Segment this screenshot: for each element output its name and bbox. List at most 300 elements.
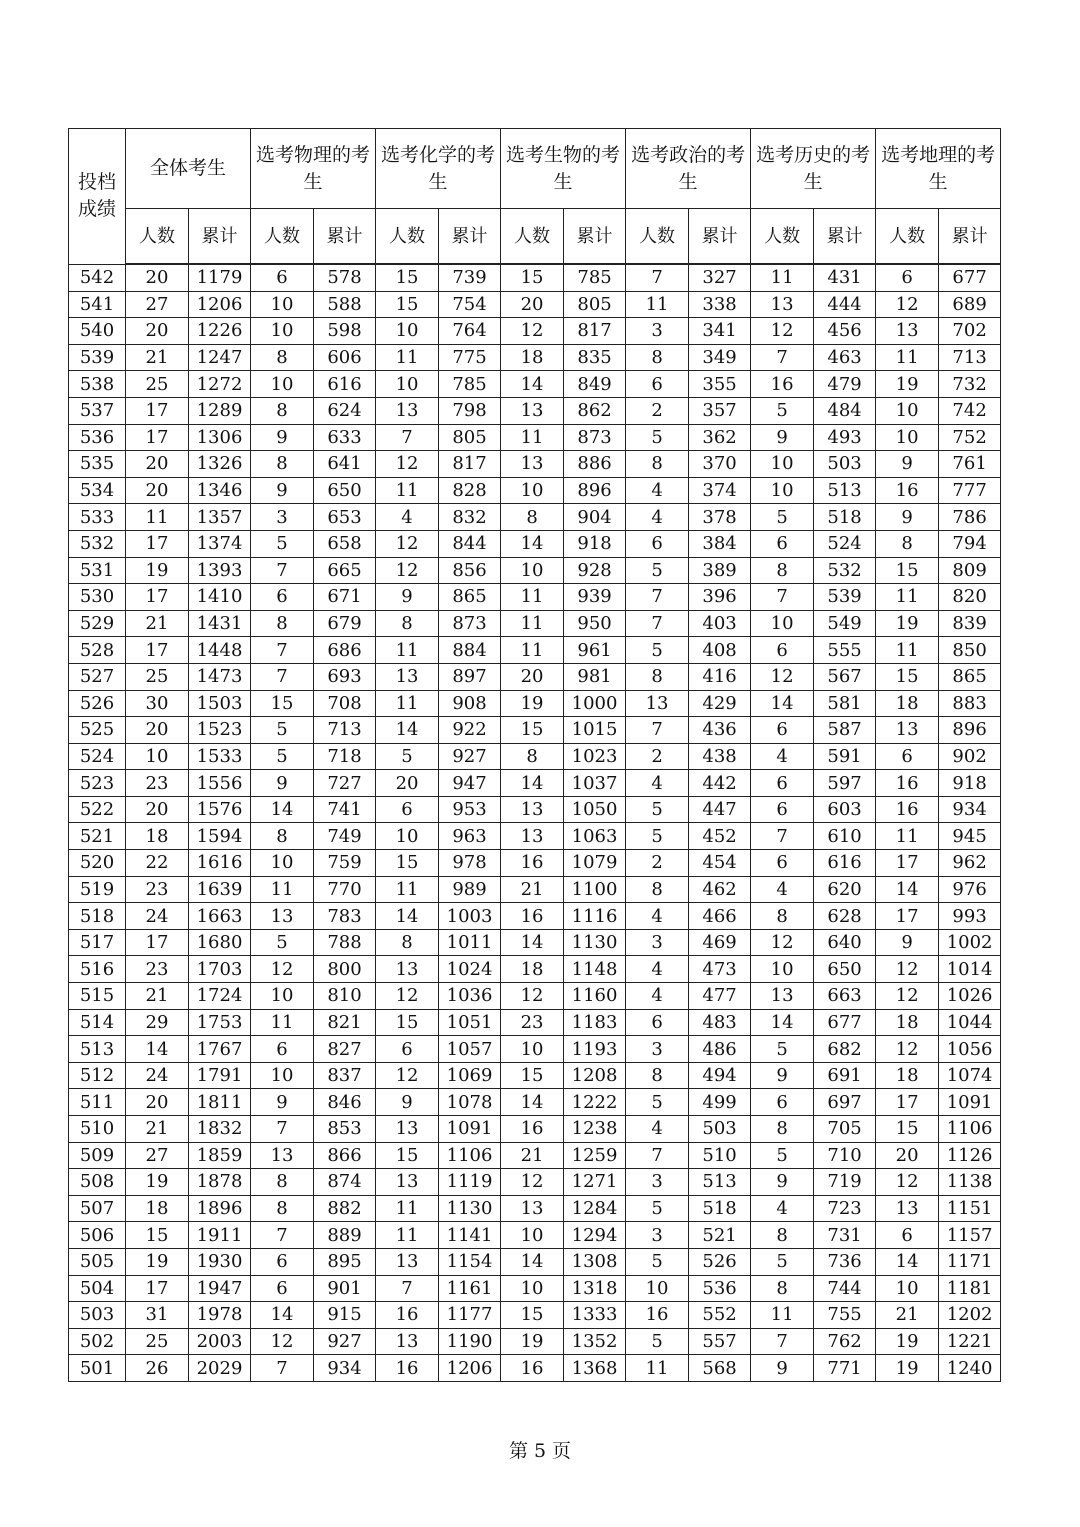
cumulative-cell: 922: [439, 717, 501, 744]
table-row: [69, 424, 1001, 451]
cumulative-cell: 873: [439, 610, 501, 637]
cumulative-cell: 693: [314, 663, 376, 690]
cumulative-cell: 1078: [439, 1089, 501, 1116]
count-cell: 10: [126, 743, 189, 770]
count-cell: 5: [626, 1089, 689, 1116]
cumulative-cell: 713: [314, 717, 376, 744]
cumulative-cell: 378: [689, 504, 751, 531]
cumulative-cell: 896: [939, 717, 1001, 744]
count-cell: 11: [876, 637, 939, 664]
sub-header-cumulative: 累计: [314, 209, 376, 265]
cumulative-cell: 479: [814, 371, 876, 398]
cumulative-cell: 759: [314, 850, 376, 877]
count-cell: 18: [876, 1009, 939, 1036]
score-cell: 515: [69, 983, 126, 1010]
cumulative-cell: 918: [939, 770, 1001, 797]
count-cell: 15: [376, 850, 439, 877]
cumulative-cell: 810: [314, 983, 376, 1010]
score-cell: 513: [69, 1036, 126, 1063]
cumulative-cell: 713: [939, 344, 1001, 371]
count-cell: 8: [876, 530, 939, 557]
count-cell: 9: [751, 1169, 814, 1196]
count-cell: 15: [501, 264, 564, 291]
cumulative-cell: 587: [814, 717, 876, 744]
count-cell: 14: [501, 530, 564, 557]
cumulative-cell: 1811: [189, 1089, 251, 1116]
count-cell: 10: [876, 1275, 939, 1302]
cumulative-cell: 679: [314, 610, 376, 637]
table-row: [69, 929, 1001, 956]
cumulative-cell: 749: [314, 823, 376, 850]
count-cell: 25: [126, 371, 189, 398]
count-cell: 14: [501, 1089, 564, 1116]
count-cell: 11: [376, 477, 439, 504]
count-cell: 23: [126, 956, 189, 983]
count-cell: 4: [751, 1195, 814, 1222]
count-cell: 11: [751, 264, 814, 291]
cumulative-cell: 961: [564, 637, 626, 664]
cumulative-cell: 620: [814, 876, 876, 903]
count-cell: 3: [626, 1036, 689, 1063]
count-cell: 17: [126, 424, 189, 451]
count-cell: 18: [876, 690, 939, 717]
count-cell: 14: [376, 903, 439, 930]
count-cell: 10: [376, 371, 439, 398]
cumulative-cell: 1126: [939, 1142, 1001, 1169]
count-cell: 6: [251, 1275, 314, 1302]
count-cell: 4: [626, 983, 689, 1010]
group-header-all: 全体考生: [126, 129, 251, 209]
score-cell: 502: [69, 1328, 126, 1355]
cumulative-cell: 403: [689, 610, 751, 637]
cumulative-cell: 1767: [189, 1036, 251, 1063]
table-row: [69, 1275, 1001, 1302]
cumulative-cell: 616: [814, 850, 876, 877]
cumulative-cell: 536: [689, 1275, 751, 1302]
count-cell: 20: [501, 291, 564, 318]
cumulative-cell: 682: [814, 1036, 876, 1063]
cumulative-cell: 927: [439, 743, 501, 770]
count-cell: 16: [626, 1302, 689, 1329]
count-cell: 16: [876, 796, 939, 823]
cumulative-cell: 663: [814, 983, 876, 1010]
count-cell: 25: [126, 1328, 189, 1355]
count-cell: 18: [126, 1195, 189, 1222]
count-cell: 12: [251, 1328, 314, 1355]
cumulative-cell: 641: [314, 451, 376, 478]
count-cell: 20: [126, 717, 189, 744]
count-cell: 8: [626, 344, 689, 371]
cumulative-cell: 1221: [939, 1328, 1001, 1355]
count-cell: 8: [751, 1222, 814, 1249]
table-row: [69, 717, 1001, 744]
cumulative-cell: 1289: [189, 397, 251, 424]
cumulative-cell: 610: [814, 823, 876, 850]
table-row: [69, 1142, 1001, 1169]
count-cell: 10: [501, 557, 564, 584]
cumulative-cell: 798: [439, 397, 501, 424]
sub-header-count: 人数: [126, 209, 189, 265]
count-cell: 6: [376, 1036, 439, 1063]
cumulative-cell: 708: [314, 690, 376, 717]
cumulative-cell: 1050: [564, 796, 626, 823]
cumulative-cell: 1206: [189, 291, 251, 318]
cumulative-cell: 603: [814, 796, 876, 823]
cumulative-cell: 1594: [189, 823, 251, 850]
count-cell: 12: [376, 530, 439, 557]
count-cell: 14: [501, 1248, 564, 1275]
cumulative-cell: 835: [564, 344, 626, 371]
count-cell: 13: [376, 663, 439, 690]
cumulative-cell: 442: [689, 770, 751, 797]
cumulative-cell: 1523: [189, 717, 251, 744]
count-cell: 16: [876, 477, 939, 504]
cumulative-cell: 736: [814, 1248, 876, 1275]
cumulative-cell: 493: [814, 424, 876, 451]
count-cell: 11: [751, 1302, 814, 1329]
count-cell: 14: [501, 929, 564, 956]
cumulative-cell: 828: [439, 477, 501, 504]
cumulative-cell: 1181: [939, 1275, 1001, 1302]
cumulative-cell: 526: [689, 1248, 751, 1275]
cumulative-cell: 539: [814, 584, 876, 611]
count-cell: 8: [251, 1195, 314, 1222]
cumulative-cell: 1138: [939, 1169, 1001, 1196]
table-row: [69, 1328, 1001, 1355]
count-cell: 20: [126, 264, 189, 291]
score-cell: 542: [69, 264, 126, 291]
count-cell: 5: [751, 1248, 814, 1275]
cumulative-cell: 588: [314, 291, 376, 318]
count-cell: 9: [751, 1355, 814, 1382]
cumulative-cell: 1151: [939, 1195, 1001, 1222]
cumulative-cell: 882: [314, 1195, 376, 1222]
cumulative-cell: 598: [314, 318, 376, 345]
cumulative-cell: 770: [314, 876, 376, 903]
count-cell: 7: [626, 610, 689, 637]
cumulative-cell: 934: [314, 1355, 376, 1382]
count-cell: 6: [876, 264, 939, 291]
cumulative-cell: 1190: [439, 1328, 501, 1355]
cumulative-cell: 865: [939, 663, 1001, 690]
count-cell: 15: [876, 663, 939, 690]
score-cell: 523: [69, 770, 126, 797]
count-cell: 7: [251, 637, 314, 664]
cumulative-cell: 853: [314, 1116, 376, 1143]
cumulative-cell: 1346: [189, 477, 251, 504]
cumulative-cell: 783: [314, 903, 376, 930]
count-cell: 20: [126, 318, 189, 345]
cumulative-cell: 1222: [564, 1089, 626, 1116]
table-row: [69, 770, 1001, 797]
cumulative-cell: 1074: [939, 1062, 1001, 1089]
count-cell: 21: [126, 1116, 189, 1143]
count-cell: 14: [501, 770, 564, 797]
table-row: [69, 1222, 1001, 1249]
cumulative-cell: 597: [814, 770, 876, 797]
count-cell: 4: [626, 903, 689, 930]
score-cell: 531: [69, 557, 126, 584]
cumulative-cell: 1318: [564, 1275, 626, 1302]
table-row: [69, 1062, 1001, 1089]
cumulative-cell: 357: [689, 397, 751, 424]
count-cell: 13: [751, 983, 814, 1010]
cumulative-cell: 1069: [439, 1062, 501, 1089]
score-cell: 535: [69, 451, 126, 478]
count-cell: 2: [626, 397, 689, 424]
cumulative-cell: 1091: [939, 1089, 1001, 1116]
count-cell: 5: [626, 796, 689, 823]
score-cell: 534: [69, 477, 126, 504]
cumulative-cell: 1026: [939, 983, 1001, 1010]
count-cell: 13: [751, 291, 814, 318]
cumulative-cell: 702: [939, 318, 1001, 345]
count-cell: 7: [751, 584, 814, 611]
cumulative-cell: 1473: [189, 663, 251, 690]
count-cell: 11: [626, 291, 689, 318]
cumulative-cell: 883: [939, 690, 1001, 717]
count-cell: 16: [501, 1355, 564, 1382]
cumulative-cell: 1157: [939, 1222, 1001, 1249]
cumulative-cell: 1878: [189, 1169, 251, 1196]
count-cell: 13: [376, 1116, 439, 1143]
count-cell: 7: [626, 584, 689, 611]
cumulative-cell: 1011: [439, 929, 501, 956]
count-cell: 13: [626, 690, 689, 717]
sub-header-cumulative: 累计: [689, 209, 751, 265]
cumulative-cell: 462: [689, 876, 751, 903]
count-cell: 5: [251, 530, 314, 557]
cumulative-cell: 764: [439, 318, 501, 345]
group-header-physics: 选考物理的考生: [251, 129, 376, 209]
count-cell: 9: [251, 477, 314, 504]
cumulative-cell: 677: [939, 264, 1001, 291]
cumulative-cell: 939: [564, 584, 626, 611]
count-cell: 12: [501, 1169, 564, 1196]
count-cell: 15: [501, 717, 564, 744]
count-cell: 4: [376, 504, 439, 531]
count-cell: 14: [501, 371, 564, 398]
cumulative-cell: 1240: [939, 1355, 1001, 1382]
cumulative-cell: 1576: [189, 796, 251, 823]
cumulative-cell: 624: [314, 397, 376, 424]
cumulative-cell: 1100: [564, 876, 626, 903]
cumulative-cell: 771: [814, 1355, 876, 1382]
table-row: [69, 876, 1001, 903]
count-cell: 21: [126, 983, 189, 1010]
count-cell: 11: [376, 1195, 439, 1222]
count-cell: 3: [626, 1222, 689, 1249]
cumulative-cell: 1294: [564, 1222, 626, 1249]
score-distribution-table: [68, 128, 1001, 1382]
cumulative-cell: 697: [814, 1089, 876, 1116]
count-cell: 27: [126, 1142, 189, 1169]
cumulative-cell: 1000: [564, 690, 626, 717]
count-cell: 19: [501, 690, 564, 717]
score-cell: 514: [69, 1009, 126, 1036]
cumulative-cell: 755: [814, 1302, 876, 1329]
cumulative-cell: 370: [689, 451, 751, 478]
cumulative-cell: 452: [689, 823, 751, 850]
count-cell: 13: [876, 1195, 939, 1222]
count-cell: 14: [751, 690, 814, 717]
group-header-politics: 选考政治的考生: [626, 129, 751, 209]
cumulative-cell: 2003: [189, 1328, 251, 1355]
cumulative-cell: 483: [689, 1009, 751, 1036]
cumulative-cell: 447: [689, 796, 751, 823]
cumulative-cell: 1003: [439, 903, 501, 930]
cumulative-cell: 1247: [189, 344, 251, 371]
count-cell: 11: [501, 637, 564, 664]
count-cell: 7: [626, 1142, 689, 1169]
cumulative-cell: 928: [564, 557, 626, 584]
cumulative-cell: 389: [689, 557, 751, 584]
count-cell: 19: [876, 1355, 939, 1382]
count-cell: 11: [876, 823, 939, 850]
count-cell: 5: [751, 504, 814, 531]
cumulative-cell: 1208: [564, 1062, 626, 1089]
cumulative-cell: 762: [814, 1328, 876, 1355]
cumulative-cell: 1179: [189, 264, 251, 291]
count-cell: 18: [501, 344, 564, 371]
table-row: [69, 344, 1001, 371]
count-cell: 12: [876, 983, 939, 1010]
cumulative-cell: 1002: [939, 929, 1001, 956]
sub-header-count: 人数: [876, 209, 939, 265]
cumulative-cell: 731: [814, 1222, 876, 1249]
count-cell: 9: [251, 1089, 314, 1116]
score-cell: 537: [69, 397, 126, 424]
count-cell: 15: [376, 264, 439, 291]
score-cell: 519: [69, 876, 126, 903]
score-cell: 512: [69, 1062, 126, 1089]
table-row: [69, 291, 1001, 318]
count-cell: 15: [876, 1116, 939, 1143]
count-cell: 11: [376, 637, 439, 664]
table-row: [69, 743, 1001, 770]
count-cell: 11: [501, 424, 564, 451]
count-cell: 6: [751, 717, 814, 744]
cumulative-cell: 1368: [564, 1355, 626, 1382]
count-cell: 24: [126, 903, 189, 930]
count-cell: 5: [751, 397, 814, 424]
count-cell: 8: [376, 929, 439, 956]
cumulative-cell: 671: [314, 584, 376, 611]
count-cell: 6: [251, 584, 314, 611]
cumulative-cell: 510: [689, 1142, 751, 1169]
count-cell: 12: [376, 451, 439, 478]
count-cell: 6: [751, 770, 814, 797]
count-cell: 9: [251, 424, 314, 451]
count-cell: 18: [126, 823, 189, 850]
count-cell: 6: [751, 850, 814, 877]
cumulative-cell: 374: [689, 477, 751, 504]
count-cell: 13: [501, 451, 564, 478]
score-cell: 517: [69, 929, 126, 956]
cumulative-cell: 950: [564, 610, 626, 637]
cumulative-cell: 945: [939, 823, 1001, 850]
score-cell: 510: [69, 1116, 126, 1143]
cumulative-cell: 416: [689, 663, 751, 690]
count-cell: 6: [251, 264, 314, 291]
cumulative-cell: 1037: [564, 770, 626, 797]
cumulative-cell: 744: [814, 1275, 876, 1302]
cumulative-cell: 1333: [564, 1302, 626, 1329]
cumulative-cell: 521: [689, 1222, 751, 1249]
cumulative-cell: 742: [939, 397, 1001, 424]
count-cell: 6: [626, 1009, 689, 1036]
score-cell: 521: [69, 823, 126, 850]
count-cell: 7: [626, 264, 689, 291]
cumulative-cell: 477: [689, 983, 751, 1010]
cumulative-cell: 338: [689, 291, 751, 318]
cumulative-cell: 532: [814, 557, 876, 584]
count-cell: 18: [501, 956, 564, 983]
cumulative-cell: 1091: [439, 1116, 501, 1143]
table-row: [69, 397, 1001, 424]
score-cell: 504: [69, 1275, 126, 1302]
cumulative-cell: 1832: [189, 1116, 251, 1143]
count-cell: 16: [376, 1355, 439, 1382]
cumulative-cell: 1930: [189, 1248, 251, 1275]
table-row: [69, 1355, 1001, 1382]
score-cell: 540: [69, 318, 126, 345]
count-cell: 19: [876, 371, 939, 398]
count-cell: 8: [751, 557, 814, 584]
table-row: [69, 1116, 1001, 1143]
count-cell: 10: [376, 318, 439, 345]
count-cell: 10: [751, 610, 814, 637]
cumulative-cell: 1947: [189, 1275, 251, 1302]
count-cell: 8: [251, 1169, 314, 1196]
count-cell: 17: [126, 929, 189, 956]
cumulative-cell: 1374: [189, 530, 251, 557]
count-cell: 11: [376, 690, 439, 717]
cumulative-cell: 469: [689, 929, 751, 956]
count-cell: 10: [501, 1275, 564, 1302]
cumulative-cell: 981: [564, 663, 626, 690]
count-cell: 21: [126, 344, 189, 371]
table-row: [69, 1036, 1001, 1063]
count-cell: 16: [501, 850, 564, 877]
cumulative-cell: 817: [564, 318, 626, 345]
cumulative-cell: 886: [564, 451, 626, 478]
table-body: [69, 264, 1001, 1381]
cumulative-cell: 902: [939, 743, 1001, 770]
cumulative-cell: 1326: [189, 451, 251, 478]
count-cell: 6: [376, 796, 439, 823]
count-cell: 5: [626, 1195, 689, 1222]
sub-header-cumulative: 累计: [439, 209, 501, 265]
cumulative-cell: 1896: [189, 1195, 251, 1222]
score-cell: 520: [69, 850, 126, 877]
count-cell: 6: [751, 796, 814, 823]
count-cell: 10: [501, 1036, 564, 1063]
score-cell: 529: [69, 610, 126, 637]
cumulative-cell: 739: [439, 264, 501, 291]
score-cell: 516: [69, 956, 126, 983]
count-cell: 11: [376, 344, 439, 371]
cumulative-cell: 849: [564, 371, 626, 398]
count-cell: 31: [126, 1302, 189, 1329]
count-cell: 12: [376, 1062, 439, 1089]
count-cell: 19: [876, 1328, 939, 1355]
cumulative-cell: 473: [689, 956, 751, 983]
cumulative-cell: 832: [439, 504, 501, 531]
cumulative-cell: 1044: [939, 1009, 1001, 1036]
score-cell: 533: [69, 504, 126, 531]
cumulative-cell: 718: [314, 743, 376, 770]
